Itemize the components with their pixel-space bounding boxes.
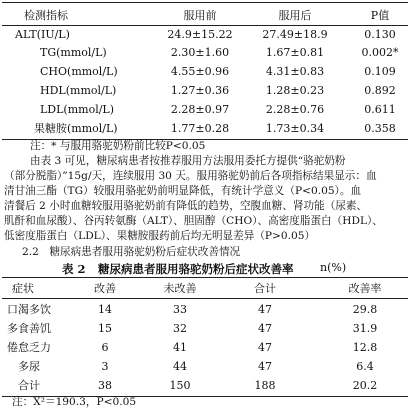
table2-row-rate: 6.4 — [356, 360, 374, 373]
table1-row-label: 果糖胺(mmol/L) — [34, 122, 118, 135]
section-heading: 2.2 糖尿病患者服用骆驼奶粉后症状改善情况 — [22, 246, 241, 258]
table1-row-after: 4.31±0.83 — [265, 65, 325, 78]
table1-row-p: 0.002* — [361, 46, 399, 59]
table1-row-p: 0.892 — [364, 84, 396, 97]
table1-row-before: 2.30±1.60 — [170, 46, 230, 59]
table2-row-improved: 3 — [101, 360, 109, 373]
table1-row-p: 0.109 — [364, 65, 396, 78]
table2-row-unimproved: 41 — [173, 341, 187, 354]
table1-header-indicator: 检测指标 — [24, 9, 68, 22]
table1-header-rule — [2, 25, 408, 26]
table1-row-after: 1.73±0.34 — [265, 122, 325, 135]
table2-row-total: 47 — [258, 360, 272, 373]
table2-header-unimproved: 未改善 — [163, 282, 197, 295]
paragraph-line: （部分脱脂）”15g/天，连续服用 30 天。服用骆驼奶前后各项指标结果显示：血 — [4, 170, 377, 182]
table2-row-improved: 14 — [98, 303, 112, 316]
table1-header-p: P值 — [370, 9, 390, 22]
table2-row-improved: 38 — [98, 379, 112, 392]
table2-row-rate: 29.8 — [352, 303, 378, 316]
table2-caption-title: 糖尿病患者服用骆驼奶粉后症状改善率 — [98, 262, 294, 276]
table2-row-unimproved: 33 — [173, 303, 187, 316]
table2-row-improved: 6 — [101, 341, 109, 354]
paragraph-line: 清餐后 2 小时血糖较服用骆驼奶前有降低的趋势，空腹血糖、肾功能（尿素、 — [4, 200, 368, 212]
paragraph-line: 清甘油三酯（TG）较服用骆驼奶前明显降低，有统计学意义（P<0.05）。血 — [4, 185, 362, 197]
table1-header-after: 服用后 — [278, 9, 312, 22]
table2-row-total: 188 — [254, 379, 276, 392]
table2-row-improved: 15 — [98, 322, 112, 335]
paragraph-line: 低密度脂蛋白（LDL）、果糖胺服药前后均无明显差异（P>0.05） — [4, 230, 316, 242]
table2-caption-label: 表 2 — [62, 262, 86, 276]
table2-row-symptom: 口渴多饮 — [7, 303, 51, 316]
table1-row-before: 4.55±0.96 — [170, 65, 230, 78]
table1-row-p: 0.130 — [364, 28, 396, 41]
table2-row-total: 47 — [258, 322, 272, 335]
table1-row-label: ALT(IU/L) — [15, 28, 70, 41]
table2-row-total: 47 — [258, 303, 272, 316]
table2-row-unimproved: 32 — [173, 322, 187, 335]
table2-row-rate: 31.9 — [352, 322, 378, 335]
table1-row-label: LDL(mmol/L) — [40, 103, 115, 116]
table2-row-rate: 12.8 — [352, 341, 378, 354]
table2-row-unimproved: 44 — [173, 360, 187, 373]
table1-row-before: 2.28±0.97 — [170, 103, 230, 116]
table1-row-label: CHO(mmol/L) — [40, 65, 118, 78]
table2-header-rule — [2, 298, 408, 299]
table1-header-before: 服用前 — [183, 9, 217, 22]
table1-row-p: 0.358 — [364, 122, 396, 135]
table2-caption-unit: n(%) — [320, 261, 347, 274]
table1-row-after: 1.67±0.81 — [265, 46, 325, 59]
paragraph-line: 由表 3 可见，糖尿病患者按推荐服用方法服用委托方提供“骆驼奶粉 — [30, 155, 346, 167]
table2-top-rule — [2, 277, 408, 278]
table2-row-rate: 20.2 — [352, 379, 378, 392]
table1-row-after: 2.28±0.76 — [265, 103, 325, 116]
table1-row-before: 1.77±0.28 — [170, 122, 230, 135]
table2-row-symptom: 合计 — [18, 379, 40, 392]
table2-header-symptom: 症状 — [12, 282, 34, 295]
table2-note: 注：X²＝190.3，P<0.05 — [12, 396, 137, 408]
table1-row-after: 27.49±18.9 — [262, 28, 328, 41]
table2-row-symptom: 倦怠乏力 — [7, 341, 51, 354]
table2-header-rate: 改善率 — [348, 282, 382, 295]
table1-row-before: 1.27±0.36 — [170, 84, 230, 97]
paragraph-line: 肌酐和血尿酸）、谷丙转氨酶（ALT）、胆固醇（CHO）、高密度脂蛋白（HDL）、 — [4, 215, 383, 227]
table1-row-p: 0.611 — [364, 103, 396, 116]
table2-row-unimproved: 150 — [169, 379, 191, 392]
table2-row-total: 47 — [258, 341, 272, 354]
table1-row-label: TG(mmol/L) — [40, 46, 107, 59]
table2-header-total: 合计 — [254, 282, 276, 295]
table1-top-rule — [2, 2, 408, 3]
table1-row-label: HDL(mmol/L) — [40, 84, 117, 97]
table1-row-before: 24.9±15.22 — [167, 28, 233, 41]
table2-row-symptom: 多尿 — [18, 360, 40, 373]
table2-header-improved: 改善 — [94, 282, 116, 295]
table2-row-symptom: 多食善饥 — [7, 322, 51, 335]
table1-row-after: 1.28±0.23 — [265, 84, 325, 97]
table1-note: 注：* 与服用骆驼奶粉前比较P<0.05 — [30, 140, 206, 152]
